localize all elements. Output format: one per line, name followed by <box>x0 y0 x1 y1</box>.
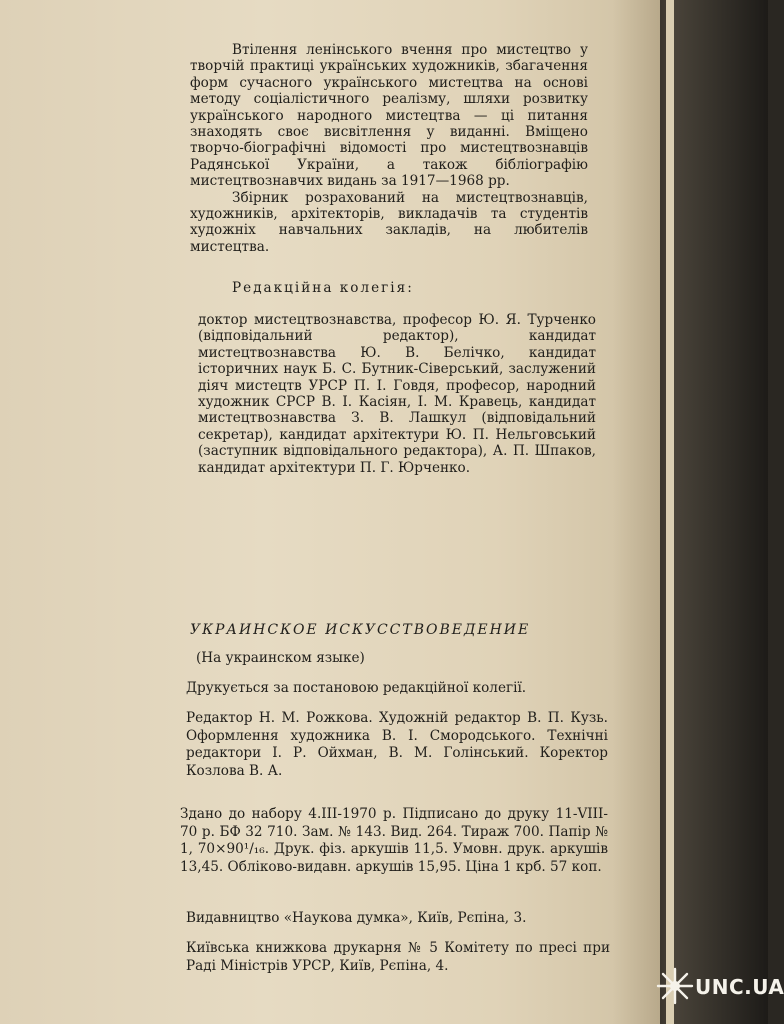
editors-text: Редактор Н. М. Рожкова. Художній редактор В. П. Кузь. Оформлення художника В. І. Смородського. Технічні редактори І. Р. Ойхман, В. М. Голінський. Коректор Козлова В. А. <box>186 710 608 779</box>
editorial-board-text: доктор мистецтвознавства, професор Ю. Я. Турченко (відповідальний редактор), кандидат мистецтвознавства Ю. В. Белічко, кандидат історичних наук Б. С. Бутник-Сіверський, заслужений діяч мистецтв УРСР П. І. Говдя, професор, народний художник СРСР В. І. Касіян, І. М. Кравець, кандидат мистецтвознавства З. В. Лашкул (відповідальний секретар), кандидат архітектури Ю. П. Нельговський (заступник відповідального редактора), А. П. Шпаков, кандидат архітектури П. Г. Юрченко. <box>198 312 596 476</box>
annotation-paragraph-2: Збірник розрахований на мистецтвознавців, художників, архітекторів, викладачів та студентів художніх навчальних закладів, на любителів мистецтва. <box>190 189 588 255</box>
annotation-paragraph-1: Втілення ленінського вчення про мистецтво у творчій практиці українських художників, збагачення форм сучасного українського мистецтва на основі методу соціалістичного реалізму, шляхи розвитку українського народного мистецтва — ці питання знаходять своє висвітлення у виданні. Вміщено творчо-біографічні відомості про мистецтвознавців Радянської України, а також бібліографію мистецтвознавчих видань за 1917—1968 рр. <box>190 42 588 190</box>
russian-title: УКРАИНСКОЕ ИСКУССТВОВЕДЕНИЕ <box>190 622 531 638</box>
watermark-logo-icon <box>655 966 695 1006</box>
page-shadow <box>612 0 660 1024</box>
watermark-text: UNC.UA <box>695 975 784 999</box>
language-note: (На украинском языке) <box>196 650 365 666</box>
annotation <box>190 42 588 255</box>
print-details: Здано до набору 4.III-1970 р. Підписано до друку 11-VIII-70 р. БФ 32 710. Зам. № 143. Вид. 264. Тираж 700. Папір № 1, 70×90¹/₁₆. Друк. фіз. аркушів 11,5. Умовн. друк. аркушів 13,45. Обліково-видавн. аркушів 15,95. Ціна 1 крб. 57 коп. <box>180 806 608 875</box>
editorial-board-heading: Редакційна колегія: <box>232 280 414 296</box>
publisher-line: Видавництво «Наукова думка», Київ, Рєпіна, 3. <box>186 910 527 926</box>
page-stack-edge <box>666 0 674 1024</box>
book-cover-edge <box>660 0 768 1024</box>
watermark <box>655 966 784 1010</box>
printer-line: Київська книжкова друкарня № 5 Комітету по пресі при Раді Міністрів УРСР, Київ, Рєпіна, 4. <box>186 940 610 974</box>
print-approval: Друкується за постановою редакційної колегії. <box>186 680 527 696</box>
